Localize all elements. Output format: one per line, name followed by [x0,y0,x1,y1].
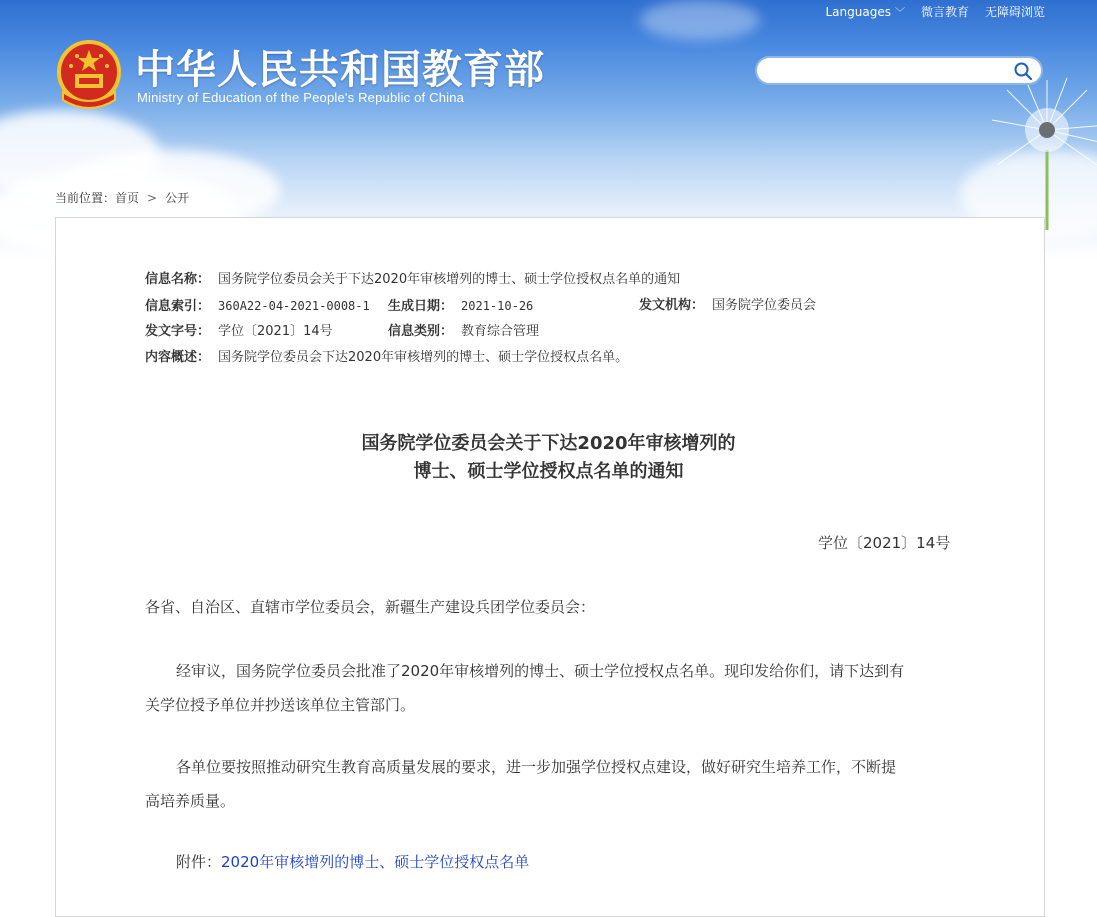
breadcrumb-home[interactable]: 首页 [115,191,140,205]
attachment-line [145,845,955,879]
breadcrumb-current[interactable]: 公开 [165,191,190,205]
weiyan-link[interactable]: 微言教育 [920,5,969,19]
meta-name-label: 信息名称： [145,272,211,287]
meta-date-value: 2021-10-26 [461,299,534,313]
meta-row-name [145,270,680,296]
meta-org-label: 发文机构： [639,298,705,313]
paragraph-2-line2: 高培养质量。 [145,792,236,810]
paragraph-2 [145,750,955,818]
accessibility-link[interactable]: 无障碍浏览 [984,5,1045,19]
meta-docno-label: 发文字号： [145,324,211,339]
document-title [0,430,1097,486]
meta-org-value: 国务院学位委员会 [712,298,817,313]
search-input[interactable] [757,58,1021,83]
meta-row-docno [145,322,680,348]
languages-label: Languages [825,5,891,19]
breadcrumb-prefix: 当前位置： [55,191,116,205]
chevron-down-icon: ﹀ [894,8,905,19]
dandelion-decoration [967,70,1097,230]
document-number: 学位〔2021〕14号 [818,534,951,552]
site-title[interactable]: 中华人民共和国教育部 [135,47,545,93]
meta-docno-value: 学位〔2021〕14号 [218,324,333,339]
meta-category-label: 信息类别： [388,324,454,339]
site-title-en: Ministry of Education of the People's Republic of China [137,90,465,105]
paragraph-1-line1: 经审议，国务院学位委员会批准了2020年审核增列的博士、硕士学位授权点名单。现印发给你们，请下达到有 [176,662,905,680]
meta-summary-label: 内容概述： [145,350,211,365]
chevron-right-icon: > [147,191,158,205]
salutation: 各省、自治区、直辖市学位委员会，新疆生产建设兵团学位委员会： [145,598,596,616]
search-icon[interactable] [1013,61,1033,81]
meta-date-cell [388,296,533,317]
meta-summary-value: 国务院学位委员会下达2020年审核增列的博士、硕士学位授权点名单。 [218,350,629,365]
meta-category-cell [388,322,539,342]
meta-row-summary [145,348,680,374]
attachment-label: 附件： [176,853,222,871]
meta-index-label: 信息索引： [145,299,211,314]
meta-index-value: 360A22-04-2021-0008-1 [218,299,370,313]
meta-date-label: 生成日期： [388,299,454,314]
paragraph-1-line2: 关学位授予单位并抄送该单位主管部门。 [145,696,416,714]
breadcrumb [55,189,189,206]
cloud-decoration [640,0,760,40]
paragraph-1 [145,654,955,722]
document-title-line2: 博士、硕士学位授权点名单的通知 [413,461,684,482]
paragraph-2-line1: 各单位要按照推动研究生教育高质量发展的要求，进一步加强学位授权点建设，做好研究生培养工作，不断提 [176,758,897,776]
search-box [755,56,1043,85]
top-utility-bar [825,3,1045,20]
national-emblem-icon[interactable] [55,38,123,110]
attachment-link[interactable]: 2020年审核增列的博士、硕士学位授权点名单 [221,853,530,871]
document-title-line1: 国务院学位委员会关于下达2020年审核增列的 [361,433,736,454]
meta-org-cell [639,296,816,316]
languages-menu[interactable] [825,4,904,19]
metadata-table [145,270,817,374]
meta-category-value: 教育综合管理 [461,324,540,339]
meta-name-value: 国务院学位委员会关于下达2020年审核增列的博士、硕士学位授权点名单的通知 [218,272,681,287]
meta-row-index [145,296,817,322]
